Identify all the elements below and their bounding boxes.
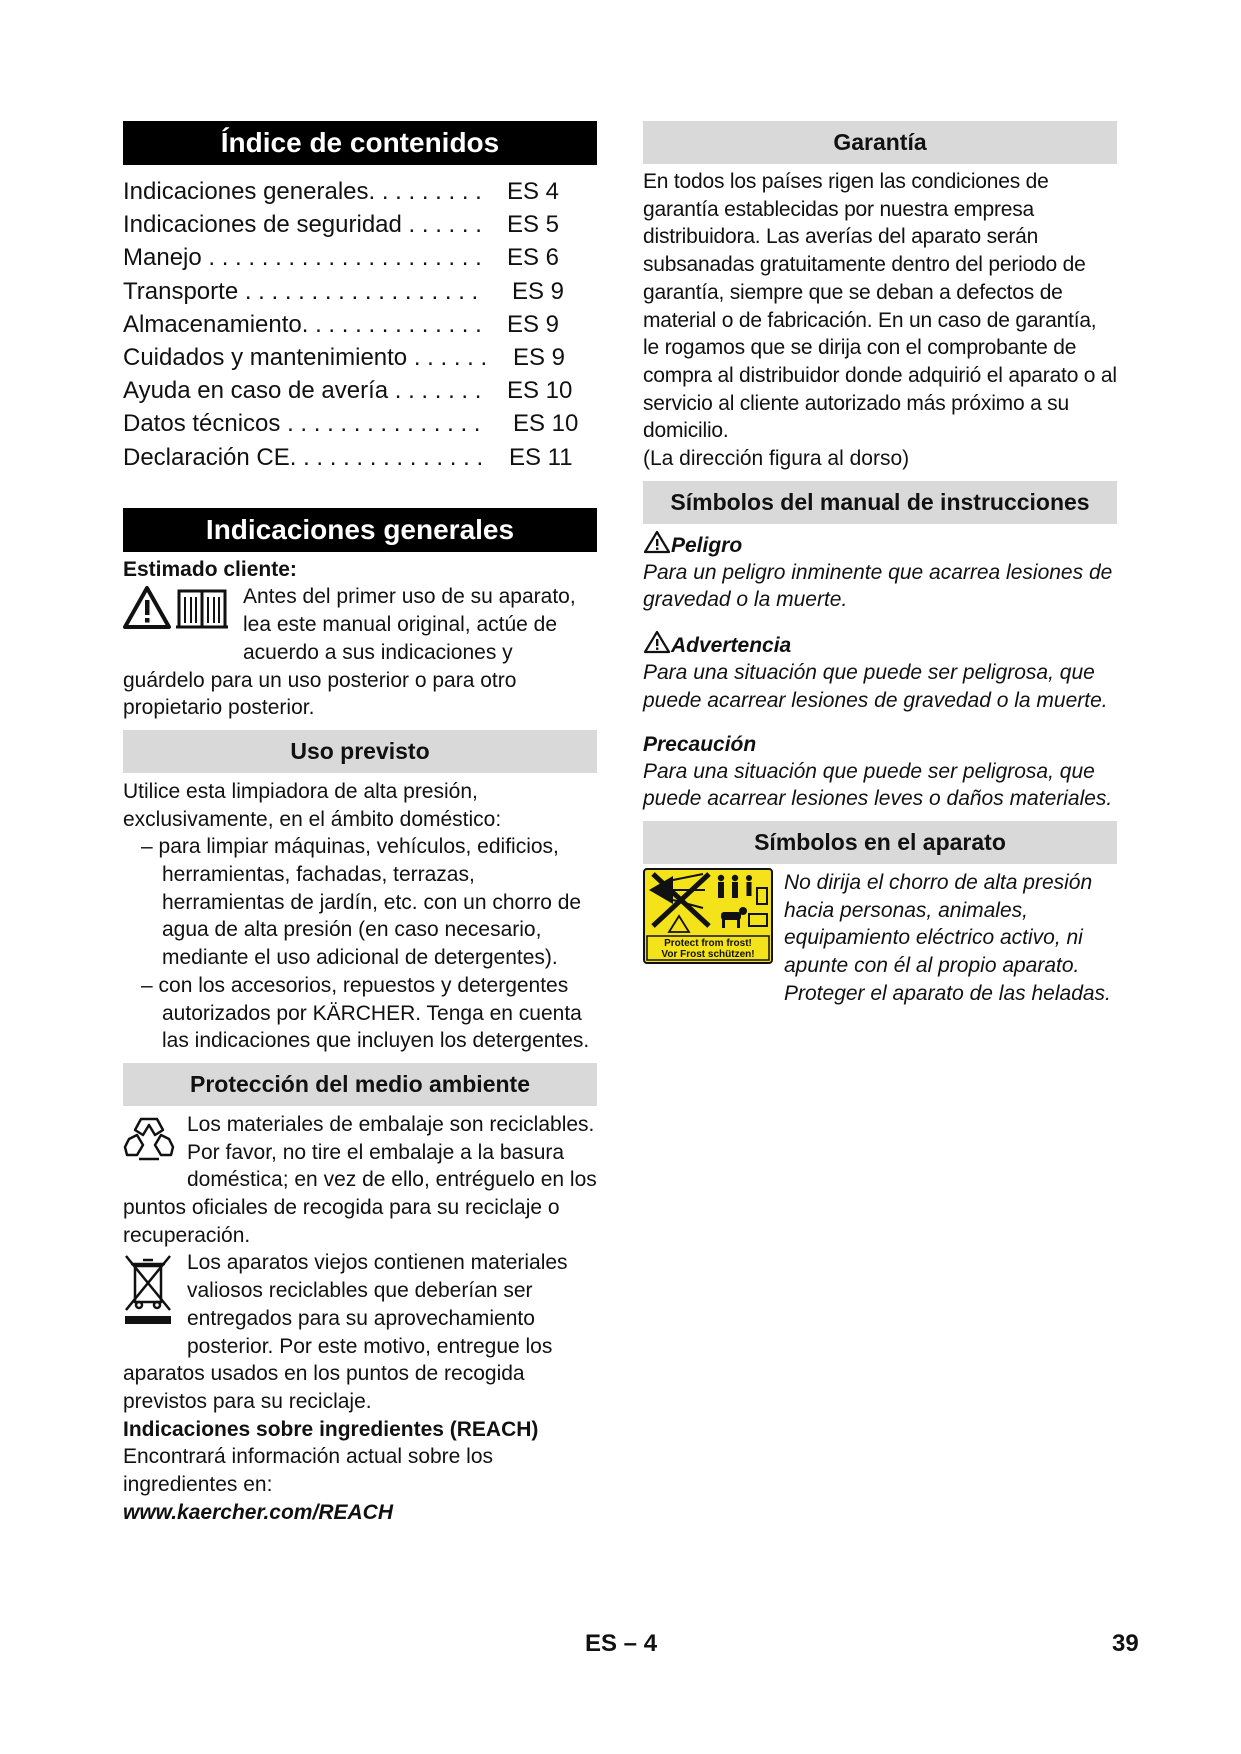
warning-title: Advertencia (671, 634, 792, 658)
toc-row[interactable] (123, 374, 597, 407)
danger-title: Peligro (671, 533, 743, 557)
toc-entry-page: ES 10 (513, 410, 579, 438)
toc-entry-title: Manejo . . . . . . . . . . . . . . . . . . . . . (123, 244, 482, 272)
toc-row[interactable] (123, 175, 597, 208)
toc-row[interactable] (123, 208, 597, 241)
environment-heading: Protección del medio ambiente (123, 1063, 597, 1106)
packaging-block (123, 1111, 597, 1250)
toc-row[interactable] (123, 275, 597, 308)
recycle-icon (123, 1115, 175, 1171)
list-item: – para limpiar máquinas, vehículos, edificios, herramientas, fachadas, terrazas, herramientas de jardín, etc. con un chorro de agua de alta presión (en caso necesario, mediante el uso adicional de detergentes). (141, 835, 582, 970)
footer-section: ES – 4 (585, 1630, 658, 1657)
toc-entry-page: ES 10 (507, 377, 573, 405)
device-warning-label (643, 868, 773, 969)
label-line-1: Protect from frost! (664, 938, 752, 949)
intro-block (123, 583, 597, 722)
toc-row[interactable] (123, 308, 597, 341)
manual-symbols-heading: Símbolos del manual de instrucciones (643, 481, 1117, 524)
old-devices-text: Los aparatos viejos contienen materiales valiosos reciclables que deberían ser entregados para su aprovechamiento posterior. Por este motivo, entregue los aparatos usados en los puntos de recogida previstos para su reciclaje. (123, 1251, 568, 1413)
packaging-text: Los materiales de embalaje son reciclables. Por favor, no tire el embalaje a la basura doméstica; en vez de ello, entréguelo en los puntos oficiales de recogida para su reciclaje o recuperación. (123, 1112, 597, 1247)
toc-row[interactable] (123, 241, 597, 274)
list-item: – con los accesorios, repuestos y detergentes autorizados por KÄRCHER. Tenga en cuenta las indicaciones que incluyen los detergentes. (141, 973, 590, 1053)
warning-triangle-icon (643, 630, 671, 654)
toc-entry-page: ES 11 (509, 443, 573, 471)
warning-text: Para una situación que puede ser peligrosa, que puede acarrear lesiones de gravedad o la muerte. (643, 661, 1108, 712)
intended-use-text: Utilice esta limpiadora de alta presión, exclusivamente, en el ámbito doméstico: (123, 779, 502, 831)
toc-entry-page: ES 5 (507, 211, 560, 239)
symbol-title (643, 530, 1117, 559)
toc-entry-page: ES 6 (507, 244, 560, 272)
persons-icon (718, 875, 752, 898)
warning-manual-icon (123, 585, 235, 639)
reach-title: Indicaciones sobre ingredientes (REACH) (123, 1417, 539, 1441)
left-column (123, 121, 597, 1526)
crossed-bin-icon (123, 1252, 173, 1334)
toc-entry-title: Declaración CE. . . . . . . . . . . . . . . (123, 443, 484, 471)
device-symbols-heading: Símbolos en el aparato (643, 821, 1117, 864)
toc-heading: Índice de contenidos (123, 121, 597, 165)
toc-row[interactable] (123, 407, 597, 440)
symbol-caution (643, 731, 1117, 813)
toc-entry-title: Almacenamiento. . . . . . . . . . . . . . (123, 310, 482, 338)
toc-entry-title: Ayuda en caso de avería . . . . . . . (123, 377, 482, 405)
symbol-title (643, 630, 1117, 659)
caution-title: Precaución (643, 732, 757, 756)
general-heading: Indicaciones generales (123, 508, 597, 552)
caution-text: Para una situación que puede ser peligrosa, que puede acarrear lesiones leves o daños materiales. (643, 759, 1113, 811)
label-line-2: Vor Frost schützen! (661, 949, 755, 960)
warranty-heading: Garantía (643, 121, 1117, 164)
symbol-danger (643, 530, 1117, 614)
intro-text: Antes del primer uso de su aparato, lea este manual original, actúe de acuerdo a sus indicaciones y guárdelo para un uso posterior o para otro propietario posterior. (123, 585, 576, 720)
warranty-address-note: (La dirección figura al dorso) (643, 447, 910, 471)
danger-text: Para un peligro inminente que acarrea lesiones de gravedad o la muerte. (643, 560, 1113, 612)
toc-entry-title: Indicaciones de seguridad . . . . . . (123, 211, 482, 239)
warranty-text: En todos los países rigen las condiciones de garantía establecidas por nuestra empresa distribuidora. Las averías del aparato serán subsanadas gratuitamente dentro del periodo de garantía, siempre que se deban a defectos de material o de fabricación. En un caso de garantía, le rogamos que se dirija con el comprobante de compra al distribuidor donde adquirió el aparato o al servicio al cliente autorizado más próximo a su domicilio. (643, 170, 1117, 443)
warning-triangle-icon (643, 530, 671, 554)
reach-link[interactable]: www.kaercher.com/REACH (123, 1500, 393, 1524)
device-symbols-text: No dirija el chorro de alta presión hacia personas, animales, equipamiento eléctrico activo, ni apunte con él al propio aparato. Proteger el aparato de las heladas. (784, 870, 1111, 1005)
toc-entry-title: Indicaciones generales. . . . . . . . . (123, 178, 482, 205)
greeting: Estimado cliente: (123, 557, 297, 581)
toc-entry-title: Datos técnicos . . . . . . . . . . . . . . . (123, 410, 481, 438)
intended-use-heading: Uso previsto (123, 730, 597, 773)
toc-entry-title: Transporte . . . . . . . . . . . . . . . . . . (123, 277, 479, 305)
toc-entry-title: Cuidados y mantenimiento . . . . . . (123, 343, 488, 371)
toc-entry-page: ES 9 (507, 310, 560, 338)
toc-entry-page: ES 9 (512, 277, 565, 305)
toc-entry-page: ES 9 (513, 343, 566, 371)
footer-page-number: 39 (1112, 1630, 1139, 1657)
table-of-contents (123, 175, 597, 474)
old-devices-block (123, 1249, 597, 1415)
toc-row[interactable] (123, 441, 597, 474)
toc-row[interactable] (123, 341, 597, 374)
symbol-warning (643, 630, 1117, 714)
reach-text: Encontrará información actual sobre los ingredientes en: (123, 1445, 494, 1497)
toc-entry-page: ES 4 (507, 178, 560, 205)
